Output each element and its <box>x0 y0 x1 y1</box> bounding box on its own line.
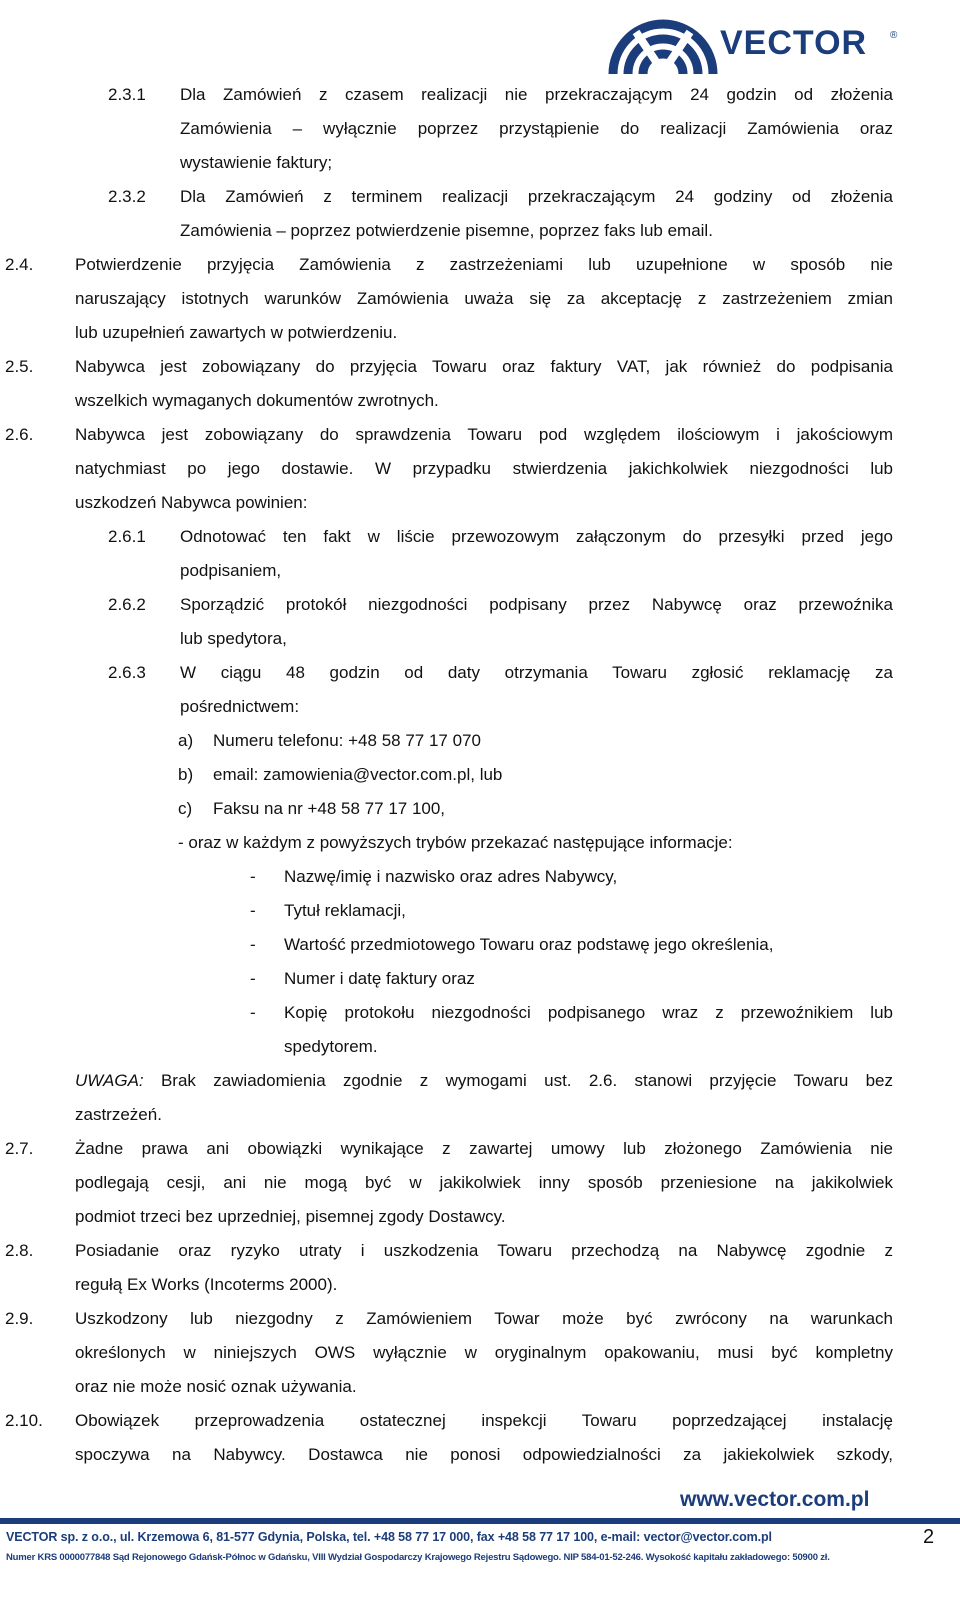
footer-website: www.vector.com.pl <box>680 1488 870 1511</box>
clause-number: 2.3.2 <box>108 187 146 206</box>
note-line <box>75 1071 893 1091</box>
clause-line: Dla Zamówień z terminem realizacji przekraczającym 24 godziny od złożenia <box>180 187 893 206</box>
list-item: spedytorem. <box>284 1037 378 1056</box>
clause-line: Dla Zamówień z czasem realizacji nie przekraczającym 24 godzin od złożenia <box>180 85 893 104</box>
clause-number: 2.4. <box>5 255 34 274</box>
note-text: Brak zawiadomienia zgodnie z wymogami ust. 2.6. stanowi przyjęcie Towaru bez <box>143 1071 893 1090</box>
bullet-dash: - <box>250 1003 256 1022</box>
clause-line: Odnotować ten fakt w liście przewozowym załączonym do przesyłki przed jego <box>180 527 893 546</box>
clause-line: Posiadanie oraz ryzyko utraty i uszkodzenia Towaru przechodzą na Nabywcę zgodnie z <box>75 1241 893 1260</box>
clause-number: 2.8. <box>5 1241 34 1260</box>
clause-line: Potwierdzenie przyjęcia Zamówienia z zastrzeżeniami lub uzupełnione w sposób nie <box>75 255 893 274</box>
clause-number: 2.6. <box>5 425 34 444</box>
clause-line: wszelkich wymaganych dokumentów zwrotnych. <box>75 391 439 410</box>
clause-line: natychmiast po jego dostawie. W przypadku stwierdzenia jakichkolwiek niezgodności lub <box>75 459 893 478</box>
info-intro: - oraz w każdym z powyższych trybów przekazać następujące informacje: <box>178 833 733 852</box>
clause-line: Sporządzić protokół niezgodności podpisany przez Nabywcę oraz przewoźnika <box>180 595 893 614</box>
clause-line: naruszający istotnych warunków Zamówienia uważa się za akceptację z zastrzeżeniem zmian <box>75 289 893 308</box>
contact-phone: Numeru telefonu: +48 58 77 17 070 <box>213 731 481 750</box>
footer-registry-info: Numer KRS 0000077848 Sąd Rejonowego Gdańsk-Północ w Gdańsku, VIII Wydział Gospodarczy Krajowego Rejestru Sądowego. NIP 584-01-52-246. Wysokość kapitału zakładowego: 50900 zł. <box>6 1552 830 1563</box>
list-item: Numer i datę faktury oraz <box>284 969 475 988</box>
clause-line: Zamówienia – wyłącznie poprzez przystąpienie do realizacji Zamówienia oraz <box>180 119 893 138</box>
clause-number: 2.9. <box>5 1309 34 1328</box>
list-marker: a) <box>178 731 194 750</box>
vector-logo <box>608 4 908 74</box>
list-marker: b) <box>178 765 194 784</box>
list-item: Wartość przedmiotowego Towaru oraz podstawę jego określenia, <box>284 935 774 954</box>
bullet-dash: - <box>250 901 256 920</box>
clause-line: oraz nie może nosić oznak używania. <box>75 1377 357 1396</box>
bullet-dash: - <box>250 969 256 988</box>
registered-mark: ® <box>890 30 898 41</box>
contact-fax: Faksu na nr +48 58 77 17 100, <box>213 799 446 818</box>
bullet-dash: - <box>250 935 256 954</box>
bullet-dash: - <box>250 867 256 886</box>
clause-number: 2.5. <box>5 357 34 376</box>
clause-number: 2.6.1 <box>108 527 146 546</box>
clause-number: 2.3.1 <box>108 85 146 104</box>
clause-number: 2.6.3 <box>108 663 146 682</box>
clause-line: Uszkodzony lub niezgodny z Zamówieniem Towar może być zwrócony na warunkach <box>75 1309 893 1328</box>
clause-line: Nabywca jest zobowiązany do przyjęcia Towaru oraz faktury VAT, jak również do podpisania <box>75 357 893 376</box>
clause-line: podmiot trzeci bez uprzedniej, pisemnej zgody Dostawcy. <box>75 1207 506 1226</box>
page-number: 2 <box>923 1526 935 1548</box>
note-line: zastrzeżeń. <box>75 1105 162 1124</box>
clause-line: wystawienie faktury; <box>180 153 333 172</box>
vector-logo-icon <box>608 4 718 74</box>
clause-line: regułą Ex Works (Incoterms 2000). <box>75 1275 338 1294</box>
footer-divider <box>0 1518 960 1524</box>
brand-name: VECTOR <box>720 24 868 62</box>
contact-email: email: zamowienia@vector.com.pl, lub <box>213 765 503 784</box>
clause-line: pośrednictwem: <box>180 697 300 716</box>
clause-line: uszkodzeń Nabywca powinien: <box>75 493 308 512</box>
list-item: Nazwę/imię i nazwisko oraz adres Nabywcy, <box>284 867 618 886</box>
clause-line: określonych w niniejszych OWS wyłącznie w oryginalnym opakowaniu, musi być kompletny <box>75 1343 893 1362</box>
clause-number: 2.7. <box>5 1139 34 1158</box>
list-item: Tytuł reklamacji, <box>284 901 406 920</box>
clause-line: Żadne prawa ani obowiązki wynikające z zawartej umowy lub złożonego Zamówienia nie <box>75 1139 893 1158</box>
clause-number: 2.10. <box>5 1411 43 1430</box>
clause-line: lub uzupełnień zawartych w potwierdzeniu. <box>75 323 398 342</box>
clause-line: Zamówienia – poprzez potwierdzenie pisemne, poprzez faks lub email. <box>180 221 713 240</box>
clause-line: Obowiązek przeprowadzenia ostatecznej inspekcji Towaru poprzedzającej instalację <box>75 1411 893 1430</box>
clause-line: lub spedytora, <box>180 629 287 648</box>
clause-line: spoczywa na Nabywcy. Dostawca nie ponosi odpowiedzialności za jakiekolwiek szkody, <box>75 1445 893 1464</box>
footer-company-info: VECTOR sp. z o.o., ul. Krzemowa 6, 81-577 Gdynia, Polska, tel. +48 58 77 17 000, fax +48 58 77 17 100, e-mail: vector@vector.com.pl <box>6 1530 772 1544</box>
clause-line: podpisaniem, <box>180 561 282 580</box>
note-label: UWAGA: <box>75 1071 144 1090</box>
clause-line: podlegają cesji, ani nie mogą być w jakikolwiek inny sposób przeniesione na jakikolwiek <box>75 1173 893 1192</box>
clause-number: 2.6.2 <box>108 595 146 614</box>
clause-line: W ciągu 48 godzin od daty otrzymania Towaru zgłosić reklamację za <box>180 663 893 682</box>
clause-line: Nabywca jest zobowiązany do sprawdzenia Towaru pod względem ilościowym i jakościowym <box>75 425 893 444</box>
list-marker: c) <box>178 799 193 818</box>
list-item: Kopię protokołu niezgodności podpisanego wraz z przewoźnikiem lub <box>284 1003 893 1022</box>
